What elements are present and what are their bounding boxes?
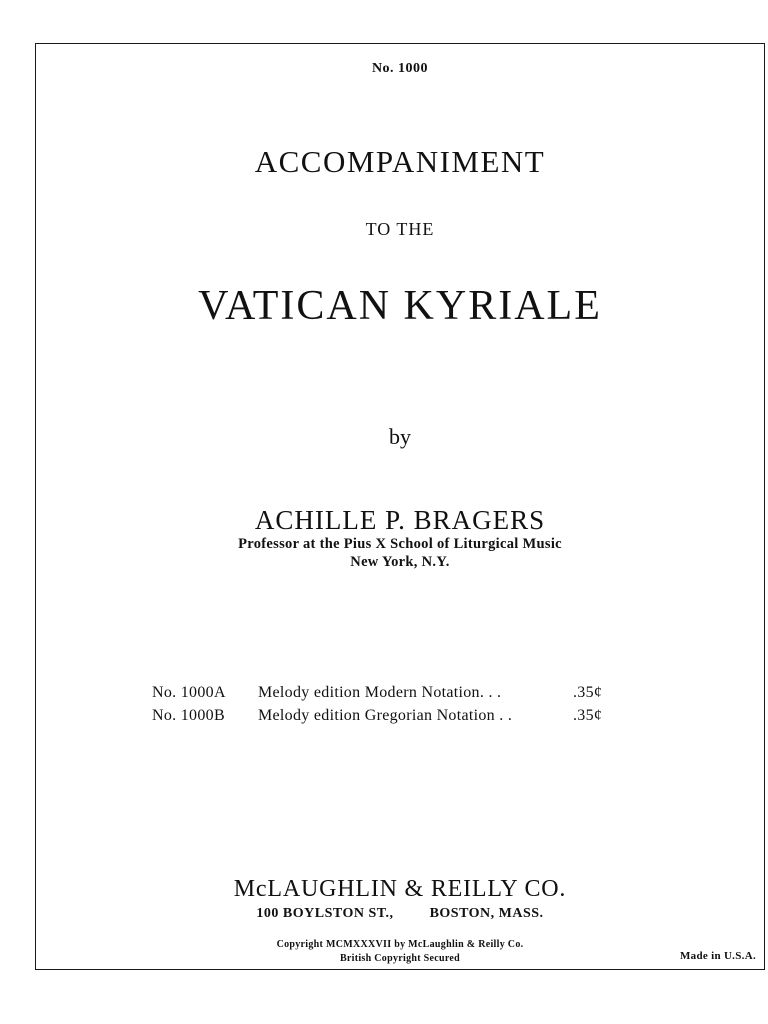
- author-name: ACHILLE P. BRAGERS: [254, 505, 546, 535]
- catalog-number: No. 1000: [371, 61, 429, 76]
- edition-row: [152, 707, 633, 730]
- edition-description: Melody edition Modern Notation. . .: [258, 684, 502, 701]
- by-line: by: [389, 424, 411, 449]
- editions-list: [152, 684, 633, 730]
- title-accompaniment: ACCOMPANIMENT: [254, 144, 546, 179]
- copyright-secured-line: British Copyright Secured: [339, 953, 461, 964]
- edition-number: No. 1000B: [152, 707, 225, 724]
- edition-description: Melody edition Gregorian Notation . .: [258, 707, 513, 724]
- copyright-notice: [36, 938, 764, 966]
- publisher-city: BOSTON, MASS.: [429, 906, 544, 921]
- edition-price: .35¢: [573, 684, 603, 701]
- made-in-label: Made in U.S.A.: [679, 950, 756, 962]
- publisher-name: McLAUGHLIN & REILLY CO.: [233, 876, 567, 902]
- title-vatican-kyriale: VATICAN KYRIALE: [198, 283, 602, 329]
- edition-price: .35¢: [573, 707, 603, 724]
- edition-number: No. 1000A: [152, 684, 226, 701]
- publisher-address: [36, 906, 764, 922]
- author-location: New York, N.Y.: [350, 554, 450, 570]
- copyright-line: Copyright MCMXXXVII by McLaughlin & Reilly Co.: [276, 939, 524, 950]
- page-border: [35, 43, 765, 970]
- title-connector: TO THE: [365, 219, 435, 239]
- author-position: Professor at the Pius X School of Liturgical Music: [238, 536, 562, 552]
- publisher-street: 100 BOYLSTON ST.,: [256, 906, 394, 921]
- edition-row: [152, 684, 633, 707]
